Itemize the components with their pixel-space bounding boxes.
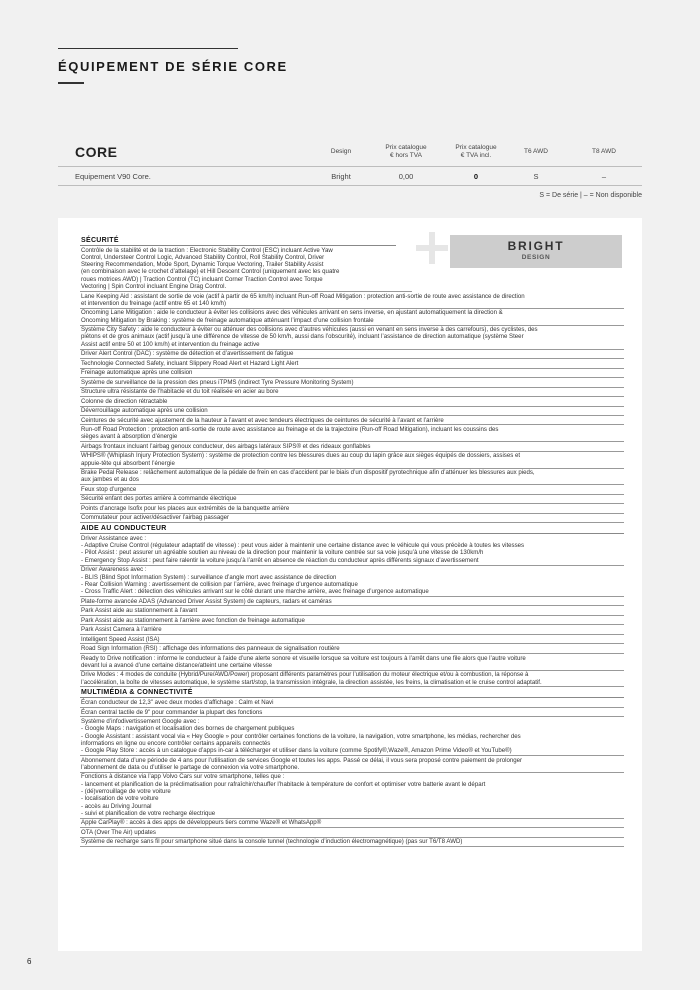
header-price-excl: Prix catalogue € hors TVA [385,144,427,159]
equipment-item: Sécurité enfant des portes arrière à commande électrique [80,495,624,504]
equipment-item: Freinage automatique après une collision [80,369,624,378]
equipment-item: Lane Keeping Aid : assistant de sortie de voie (actif à partir de 65 km/h) incluant Run-off Road Mitigation : protection anti-sortie de route avec assistance de direction et intervention du freinage (actif entre 65 et 140 km/h) [80,292,624,309]
equipment-item: Technologie Connected Safety, incluant Slippery Road Alert et Hazard Light Alert [80,359,624,368]
equipment-item: Drive Modes : 4 modes de conduite (Hybrid/Pure/AWD/Power) proposant différents paramètres pour l’utilisation du moteur électrique et/ou à combustion, la réponse à l’accélération, la boîte de vitesses automatique, le système start/stop, la transmission intégrale, la direction assistée, les freins, la climatisation et le cruise control adaptatif. [80,671,624,688]
equipment-item: Road Sign Information (RSI) : affichage des informations des panneaux de signalisation routière [80,644,624,653]
equipment-item: Plate-forme avancée ADAS (Advanced Driver Assist System) de capteurs, radars et caméras [80,597,624,606]
equipment-item: Driver Alert Control (DAC) : système de détection et d’avertissement de fatigue [80,350,624,359]
equipment-item: Commutateur pour activer/désactiver l’airbag passager [80,514,624,523]
price-table-row [58,167,642,186]
equipment-item: Système City Safety : aide le conducteur à éviter ou atténuer des collisions avec d’autres véhicules (aussi en venant en sens inverse à des carrefours), des cyclistes, des piétons et de gros animaux (actif jusqu’à une différence de vitesse de 50 km/h, aussi dans l’obscurité), incluant l’assistance de direction automatique (système Steer Assist actif entre 50 et 100 km/h) et intervention du freinage active [80,326,624,350]
equipment-section [80,235,624,523]
equipment-item: Structure ultra résistante de l’habitacle et du toit réalisée en acier au bore [80,388,624,397]
equipment-item: Oncoming Lane Mitigation : aide le conducteur à éviter les collisions avec des véhicules arrivant en sens inverse, en ajustant automatiquement la direction & Oncoming Mitigation by Braking : système de freinage automatique atténuant l’impact d’une collision frontale [80,309,624,326]
title-underline [58,82,84,84]
page-number: 6 [27,957,32,966]
equipment-item: Ceintures de sécurité avec ajustement de la hauteur à l’avant et avec tendeurs électriques de ceintures de sécurité à l’avant et l’arrière [80,416,624,425]
equipment-item: Park Assist aide au stationnement à l’arrière avec fonction de freinage automatique [80,616,624,625]
equipment-item: Abonnement data d’une période de 4 ans pour l’utilisation de services Google et toutes les apps. Passé ce délai, il vous sera proposé contre paiement de prolonger l’abonnement de data ou d’utiliser le partage de connexion via votre smartphone. [80,756,624,773]
equipment-item: Intelligent Speed Assist (ISA) [80,635,624,644]
equipment-item: WHIPS® (Whiplash Injury Protection System) : système de protection contre les blessures dues au coup du lapin grâce aux sièges équipés de dossiers, assises et appuie-tête qui absorbent l’énergie [80,452,624,469]
equipment-item: Contrôle de la stabilité et de la traction : Electronic Stability Control (ESC) incluant Active Yaw Control, Understeer Control Logic, Advanced Stability Control, Roll Stability Control, Driver Steering Recommendation, Mode Sport, Dynamic Torque Vectoring, Trailer Stability Assist (en combinaison avec le crochet d’attelage) et Hill Descent Control (uniquement avec les quatre roues motrices AWD) | Traction Control (TC) incluant Corner Traction Control avec Torque Vectoring | Spin Control incluant Engine Drag Control. [80,246,412,292]
equipment-item: Écran conducteur de 12,3" avec deux modes d’affichage : Calm et Navi [80,698,624,707]
header-model: CORE [75,144,118,160]
section-heading: SÉCURITÉ [80,235,396,246]
equipment-item: Écran central tactile de 9" pour commander la plupart des fonctions [80,708,624,717]
equipment-item: Feux stop d’urgence [80,485,624,494]
equipment-section [80,687,624,847]
price-table-header [58,138,642,167]
equipment-item: Ready to Drive notification : informe le conducteur à l’aide d’une alerte sonore et visuelle lorsque sa voiture est toujours à l’arrêt dans une file alors que l’autre voiture devant lui a avancé d’une certaine distance/atteint une certaine vitesse [80,654,624,671]
equipment-item: OTA (Over The Air) updates [80,828,624,837]
header-price-incl: Prix catalogue € TVA incl. [455,144,497,159]
equipment-item: Points d’ancrage Isofix pour les places aux extrémités de la banquette arrière [80,504,624,513]
equipment-item: Fonctions à distance via l’app Volvo Cars sur votre smartphone, telles que : - lancement et planification de la préclimatisation pour rafraîchir/chauffer l’habitacle à température de confort et optimiser votre batterie avant le départ - (dé)verrouillage de votre voiture - localisation de votre voiture - accès au Driving Journal - suivi et planification de votre recharge électrique [80,773,624,819]
equipment-item: Colonne de direction rétractable [80,397,624,406]
page-title: ÉQUIPEMENT DE SÉRIE CORE [58,59,288,74]
equipment-item: Park Assist Camera à l’arrière [80,625,624,634]
equipment-list [80,235,624,847]
equipment-item: Park Assist aide au stationnement à l’avant [80,606,624,615]
equipment-item: Airbags frontaux incluant l’airbag genoux conducteur, des airbags latéraux SIPS® et des rideaux gonflables [80,442,624,451]
price-table [58,138,642,186]
design-badge-sub: DESIGN [521,254,551,261]
row-design: Bright [331,171,351,181]
row-description: Equipement V90 Core. [75,171,151,181]
equipment-panel [58,218,642,951]
equipment-item: Run-off Road Protection : protection anti-sortie de route avec assistance au freinage et de la trajectoire (Run-off Road Mitigation), incluant les coussins des sièges avant à absorption d’énergie [80,425,624,442]
header-design: Design [330,148,352,155]
equipment-item: Système d’infodivertissement Google avec : - Google Maps : navigation et localisation des bornes de chargement publiques - Google Assistant : assistant vocal via « Hey Google » pour contrôler certaines fonctions de la voiture, la navigation, votre smartphone, les médias, rechercher des informations en ligne ou encore contrôler certains appareils connectés - Google Play Store : accès à un catalogue d’apps in-car à télécharger et utiliser dans la voiture (comme Spotify®,Waze®, Amazon Prime Video® et YouTube®) [80,717,624,756]
header-t6: T6 AWD [524,148,548,155]
equipment-item: Driver Awareness avec : - BLIS (Blind Spot Information System) : surveillance d’angle mort avec assistance de direction - Rear Collision Warning : avertissement de collision par l’arrière, avec freinage d’urgence automatique - Cross Traffic Alert : détection des véhicules arrivant sur le côté durant une marche arrière, avec freinage d’urgence automatique [80,566,624,597]
top-rule [58,48,238,49]
equipment-item: Système de recharge sans fil pour smartphone situé dans la console tunnel (technologie d’induction électromagnétique) (pas sur T6/T8 AWD) [80,838,624,847]
row-t8: – [601,171,607,181]
section-heading: AIDE AU CONDUCTEUR [80,523,624,534]
header-t8: T8 AWD [592,148,616,155]
availability-legend: S = De série | – = Non disponible [539,192,642,199]
equipment-item: Système de surveillance de la pression des pneus iTPMS (indirect Tyre Pressure Monitoring System) [80,378,624,387]
design-badge-name: BRIGHT [507,239,565,253]
row-price-excl: 0,00 [398,171,414,181]
equipment-section [80,523,624,687]
equipment-item: Apple CarPlay® : accès à des apps de développeurs tiers comme Waze® et WhatsApp® [80,819,624,828]
section-heading: MULTIMÉDIA & CONNECTIVITÉ [80,687,624,698]
equipment-item: Déverrouillage automatique après une collision [80,407,624,416]
equipment-item: Driver Assistance avec : - Adaptive Cruise Control (régulateur adaptatif de vitesse) : peut vous aider à maintenir une certaine distance avec le véhicule qui vous précède à toutes les vitesses - Pilot Assist : peut assurer un agréable soutien au niveau de la direction pour maintenir la voiture centrée sur sa voie jusqu’à une vitesse de 130km/h - Emergency Stop Assist : peut faire ralentir la voiture jusqu’à l’arrêt en absence de réaction du conducteur après différents signaux d’avertissement [80,534,624,565]
row-t6: S [533,171,539,181]
equipment-item: Brake Pedal Release : relâchement automatique de la pédale de frein en cas d’accident par le biais d’un dispositif pyrotechnique afin d’atténuer les blessures aux pieds, aux jambes et au dos [80,469,624,486]
row-price-incl: 0 [473,171,479,181]
